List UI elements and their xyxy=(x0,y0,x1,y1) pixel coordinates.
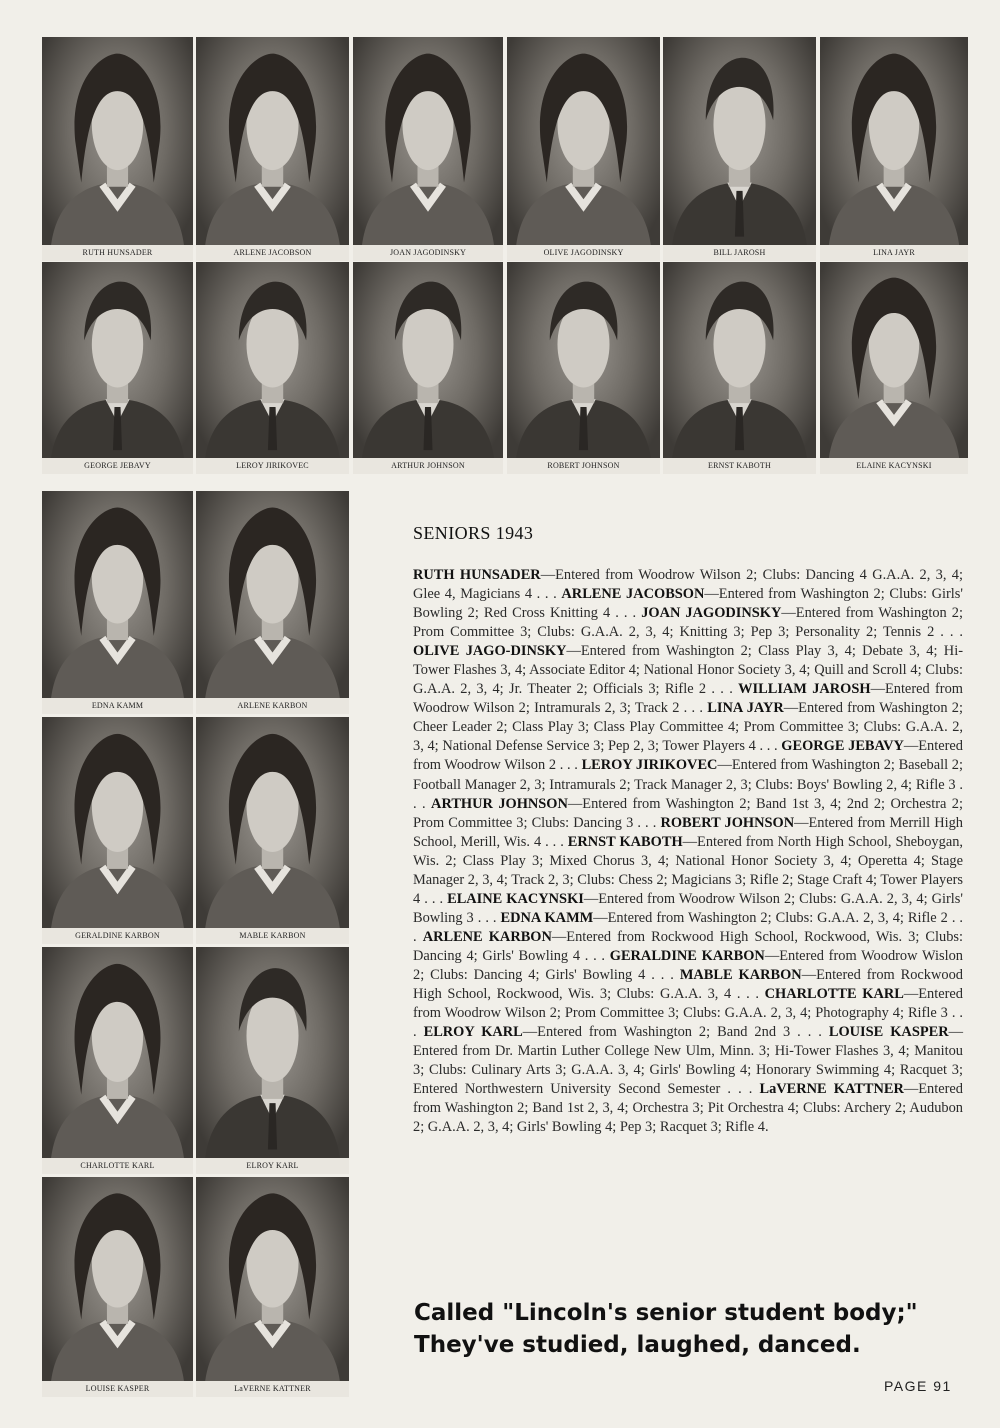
portrait-image xyxy=(196,947,349,1158)
photo-caption: LINA JAYR xyxy=(820,245,968,261)
photo-caption: RUTH HUNSADER xyxy=(42,245,193,261)
senior-activities: —Entered from Washington 2; Baseball 2; Football Manager 2, 3; Intramurals 2; Track Manager 2, 3; Clubs: Boys' Bowling 2, 4; Rifle 3 . . . xyxy=(413,757,963,812)
portrait-image xyxy=(820,37,968,245)
portrait-photo xyxy=(42,262,193,474)
portrait-image xyxy=(196,1177,349,1381)
senior-activities: —Entered from Washington 2; Band 1st 3, 4; 2nd 2; Orchestra 2; Prom Committee 3; Clubs: Dancing 3 . . . xyxy=(413,795,963,831)
senior-activities: —Entered from Dr. Martin Luther College New Ulm, Minn. 3; Hi-Tower Flashes 3, 4; Manitou 3; Clubs: Culinary Arts 3; G.A.A. 3, 4; Girls' Bowling 4; Honorary Swimming 4; Racquet 3; Entered Northwestern University Second Semester . . . xyxy=(413,1024,963,1098)
portrait-image xyxy=(196,491,349,698)
senior-name: EDNA KAMM xyxy=(500,909,594,926)
photo-caption: ARTHUR JOHNSON xyxy=(353,458,503,474)
senior-activities: —Entered from Woodrow Wilson 2; Intramurals 2, 3; Track 2 . . . xyxy=(413,681,963,717)
portrait-photo xyxy=(42,1177,193,1397)
photo-caption: LOUISE KASPER xyxy=(42,1381,193,1397)
senior-name: ARLENE KARBON xyxy=(422,928,552,945)
senior-name: GERALDINE KARBON xyxy=(609,947,765,964)
slogan-line-1: Called "Lincoln's senior student body;" xyxy=(414,1300,918,1326)
portrait-image xyxy=(196,262,349,458)
portrait-photo xyxy=(353,262,503,474)
senior-activities: —Entered from Merrill High School, Merill, Wis. 4 . . . xyxy=(413,814,963,850)
portrait-photo xyxy=(820,262,968,474)
senior-activities: —Entered from Woodrow Wilson 2; Prom Committee 3; Clubs: G.A.A. 2, 3, 4; Photography 4; Rifle 3 . . . xyxy=(413,986,963,1041)
portrait-image xyxy=(42,717,193,928)
photo-caption: JOAN JAGODINSKY xyxy=(353,245,503,261)
senior-name: LEROY JIRIKOVEC xyxy=(581,757,718,774)
photo-caption: GEORGE JEBAVY xyxy=(42,458,193,474)
photo-caption: LEROY JIRIKOVEC xyxy=(196,458,349,474)
senior-activities: —Entered from Woodrow Wislon 2; Clubs: Dancing 4; Girls' Bowling 4 . . . xyxy=(413,947,963,983)
senior-activities: —Entered from Woodrow Wilson 2; Clubs: Dancing 4 G.A.A. 2, 3, 4; Glee 4, Magicians 4 . . . xyxy=(413,567,963,603)
photo-caption: ARLENE KARBON xyxy=(196,698,349,714)
portrait-photo xyxy=(42,947,193,1174)
section-title: SENIORS 1943 xyxy=(413,523,534,543)
portrait-image xyxy=(196,717,349,928)
portrait-photo xyxy=(507,37,660,261)
portrait-photo xyxy=(663,37,816,261)
photo-caption: ROBERT JOHNSON xyxy=(507,458,660,474)
photo-caption: CHARLOTTE KARL xyxy=(42,1158,193,1174)
senior-biographies xyxy=(413,566,963,1137)
senior-name: LaVERNE KATTNER xyxy=(759,1081,904,1098)
portrait-image xyxy=(42,262,193,458)
senior-activities: —Entered from Washington 2; Clubs: Girls' Bowling 2; Red Cross Knitting 4 . . . xyxy=(413,586,963,622)
portrait-photo xyxy=(353,37,503,261)
portrait-photo xyxy=(196,37,349,261)
portrait-image xyxy=(353,37,503,245)
portrait-photo xyxy=(820,37,968,261)
portrait-image xyxy=(507,262,660,458)
page-number: PAGE 91 xyxy=(884,1378,952,1394)
senior-name: MABLE KARBON xyxy=(679,966,802,983)
portrait-photo xyxy=(507,262,660,474)
senior-name: GEORGE JEBAVY xyxy=(781,738,904,755)
senior-name: LOUISE KASPER xyxy=(828,1024,949,1041)
senior-activities: —Entered from Washington 2; Prom Committee 3; Clubs: G.A.A. 2, 3, 4; Knitting 3; Pep 3; Personality 2; Tennis 2 . . . xyxy=(413,605,963,641)
senior-name: ELAINE KACYNSKI xyxy=(447,890,584,907)
portrait-image xyxy=(42,491,193,698)
photo-caption: LaVERNE KATTNER xyxy=(196,1381,349,1397)
portrait-photo xyxy=(196,491,349,714)
portrait-image xyxy=(507,37,660,245)
portrait-image xyxy=(196,37,349,245)
senior-name: ELROY KARL xyxy=(423,1024,523,1041)
photo-caption: EDNA KAMM xyxy=(42,698,193,714)
portrait-image xyxy=(42,37,193,245)
portrait-photo xyxy=(196,717,349,944)
senior-name: JOAN JAGODINSKY xyxy=(641,605,782,622)
portrait-photo xyxy=(42,37,193,261)
senior-name: WILLIAM JAROSH xyxy=(738,681,871,698)
senior-name: LINA JAYR xyxy=(707,700,784,717)
portrait-photo xyxy=(42,491,193,714)
senior-name: ROBERT JOHNSON xyxy=(660,814,795,831)
senior-activities: —Entered from Washington 2; Clubs: G.A.A. 2, 3, 4; Rifle 2 . . . xyxy=(413,909,963,945)
senior-name: CHARLOTTE KARL xyxy=(764,986,904,1003)
senior-name: RUTH HUNSADER xyxy=(413,567,541,583)
portrait-image xyxy=(663,262,816,458)
senior-activities: —Entered from North High School, Sheboygan, Wis. 2; Class Play 3; Mixed Chorus 3, 4; National Honor Society 3, 4; Operetta 4; Stage Manager 2, 3, 4; Track 2, 3; Clubs: Chess 2; Magicians 3; Rifle 2; Stage Craft 4; Tower Players 4 . . . xyxy=(413,833,964,907)
portrait-photo xyxy=(196,947,349,1174)
senior-name: ARLENE JACOBSON xyxy=(561,586,705,603)
portrait-image xyxy=(663,37,816,245)
senior-activities: —Entered from Rockwood High School, Rockwood, Wis. 3; Clubs: Dancing 4; Girls' Bowling 4 . . . xyxy=(413,928,963,964)
photo-caption: ELAINE KACYNSKI xyxy=(820,458,968,474)
senior-name: OLIVE JAGO-DINSKY xyxy=(413,643,567,660)
portrait-image xyxy=(353,262,503,458)
photo-caption: ARLENE JACOBSON xyxy=(196,245,349,261)
portrait-image xyxy=(42,1177,193,1381)
portrait-photo xyxy=(663,262,816,474)
portrait-photo xyxy=(196,262,349,474)
senior-activities: —Entered from Rockwood High School, Rockwood, Wis. 3; Clubs: G.A.A. 3, 4 . . . xyxy=(413,966,963,1003)
senior-name: ERNST KABOTH xyxy=(567,833,683,850)
portrait-image xyxy=(42,947,193,1158)
portrait-photo xyxy=(196,1177,349,1397)
slogan xyxy=(414,1297,974,1361)
senior-activities: —Entered from Washington 2; Band 1st 2, 3, 4; Orchestra 3; Pit Orchestra 4; Clubs: Archery 2; Audubon 2; G.A.A. 2, 3, 4; Girls' Bowling 4; Pep 3; Racquet 3; Rifle 4. xyxy=(413,1081,963,1136)
senior-activities: —Entered from Woodrow Wilson 2; Clubs: G.A.A. 2, 3, 4; Girls' Bowling 3 . . . xyxy=(413,890,964,926)
senior-activities: —Entered from Washington 2; Band 2nd 3 . . . xyxy=(522,1024,822,1041)
portrait-image xyxy=(820,262,968,458)
photo-caption: MABLE KARBON xyxy=(196,928,349,944)
senior-activities: —Entered from Washington 2; Cheer Leader 2; Class Play 3; Class Play Committee 4; Prom Committee 3; Clubs: G.A.A. 2, 3, 4; National Defense Service 3; Pep 2, 3; Tower Players 4 . . . xyxy=(413,700,963,755)
senior-activities: —Entered from Woodrow Wilson 2 . . . xyxy=(413,738,963,774)
photo-caption: GERALDINE KARBON xyxy=(42,928,193,944)
photo-caption: ELROY KARL xyxy=(196,1158,349,1174)
slogan-line-2: They've studied, laughed, danced. xyxy=(414,1332,861,1358)
senior-activities: —Entered from Washington 2; Class Play 3, 4; Debate 3, 4; Hi-Tower Flashes 3, 4; Associate Editor 4; National Honor Society 3, 4; Quill and Scroll 4; Clubs: G.A.A. 2, 3, 4; Jr. Theater 2; Officials 3; Rifle 2 . . . xyxy=(413,643,963,698)
photo-caption: BILL JAROSH xyxy=(663,245,816,261)
photo-caption: ERNST KABOTH xyxy=(663,458,816,474)
senior-name: ARTHUR JOHNSON xyxy=(431,795,568,812)
photo-caption: OLIVE JAGODINSKY xyxy=(507,245,660,261)
portrait-photo xyxy=(42,717,193,944)
